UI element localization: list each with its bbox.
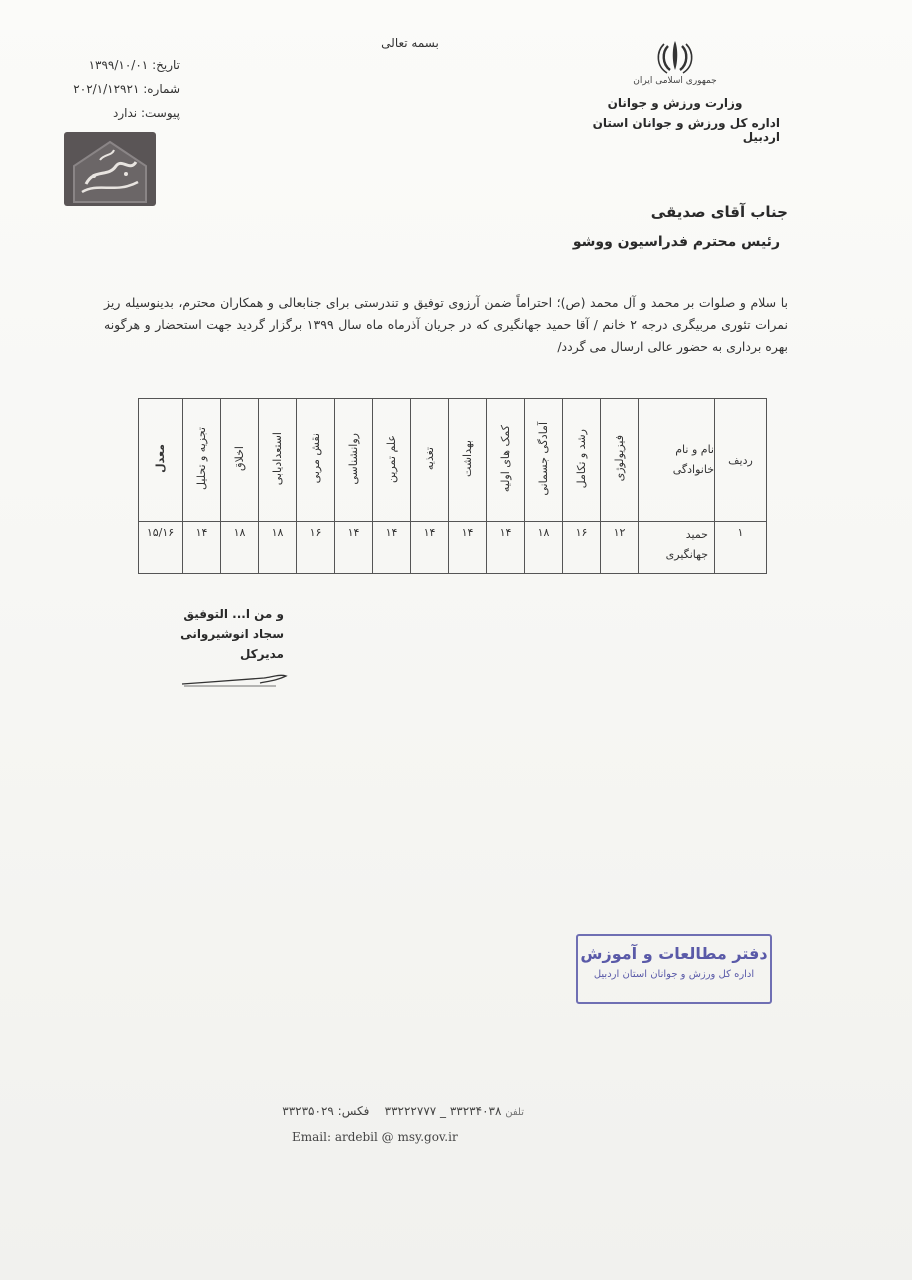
score-cell: ۱۴ — [411, 522, 449, 574]
name-header: نام و نام خانوادگی — [639, 399, 715, 522]
score-cell: ۱۴ — [335, 522, 373, 574]
subject-header: تغذیه — [411, 399, 449, 522]
closing-text: و من ا... التوفیق — [183, 607, 284, 621]
date-line — [40, 58, 180, 72]
attachment-line — [40, 106, 180, 120]
department-name: اداره کل ورزش و جوانان استان اردبیل — [592, 116, 780, 144]
score-cell: ۱۲ — [601, 522, 639, 574]
radif-header: ردیف — [715, 399, 767, 522]
table-header-row — [139, 399, 767, 522]
average-header: معدل — [139, 399, 183, 522]
subject-header: رشد و تکامل — [563, 399, 601, 522]
letter-body: با سلام و صلوات بر محمد و آل محمد (ص)؛ احتراماً ضمن آرزوی توفیق و تندرستی برای جنابعالی و همکاران محترم، بدینوسیله ریز نمرات تئوری مربیگری درجه ۲ خانم / آقا حمید جهانگیری که در جریان آذرماه ماه سال ۱۳۹۹ برگزار گردید جهت استحضار و هرگونه بهره برداری به حضور عالی ارسال می گردد/ — [104, 295, 788, 354]
subject-header: بهداشت — [449, 399, 487, 522]
number-line — [40, 82, 180, 96]
score-cell: ۱۸ — [221, 522, 259, 574]
number-value: ۲۰۲/۱/۱۲۹۲۱ — [73, 82, 140, 96]
subject-header: کمک های اولیه — [487, 399, 525, 522]
date-label: تاریخ: — [152, 58, 180, 72]
signature-block — [176, 604, 284, 664]
fax-label: فکس: — [337, 1104, 370, 1118]
stamp-subtitle: اداره کل ورزش و جوانان استان اردبیل — [593, 969, 755, 980]
score-cell: ۱۴ — [487, 522, 525, 574]
score-cell: ۱۸ — [525, 522, 563, 574]
ministry-name: وزارت ورزش و جوانان — [607, 96, 743, 110]
subject-header: آمادگی جسمانی — [525, 399, 563, 522]
iran-emblem-icon — [652, 38, 698, 76]
grades-table — [138, 398, 767, 574]
radif-cell: ۱ — [715, 522, 767, 574]
phone-value: ۳۳۲۳۴۰۳۸ _ ۳۳۲۲۲۷۷۷ — [384, 1104, 502, 1118]
subject-header: استعدادیابی — [259, 399, 297, 522]
fax-value: ۳۳۲۳۵۰۲۹ — [282, 1104, 334, 1118]
signer-name: سجاد انوشیروانی — [180, 627, 284, 641]
student-name-cell: حمید جهانگیری — [639, 522, 715, 574]
subject-header: فیزیولوژی — [601, 399, 639, 522]
subject-header: روانشناسی — [335, 399, 373, 522]
signer-title: مدیرکل — [239, 647, 284, 661]
average-cell: ۱۵/۱۶ — [139, 522, 183, 574]
handwritten-signature — [180, 672, 290, 688]
recipient-name: جناب آقای صدیقی — [650, 203, 788, 221]
office-stamp — [576, 934, 772, 1004]
email-line: Email: ardebil @ msy.gov.ir — [292, 1130, 458, 1144]
contact-line — [228, 1104, 524, 1118]
attachment-label: پیوست: — [140, 106, 180, 120]
score-cell: ۱۴ — [449, 522, 487, 574]
recipient-title: رئیس محترم فدراسیون ووشو — [572, 234, 780, 250]
score-cell: ۱۴ — [183, 522, 221, 574]
attachment-value: ندارد — [113, 106, 138, 120]
score-cell: ۱۶ — [297, 522, 335, 574]
score-cell: ۱۸ — [259, 522, 297, 574]
stamp-title: دفتر مطالعات و آموزش — [580, 944, 768, 963]
phone-label: تلفن — [505, 1107, 524, 1118]
bismillah: بسمه تعالی — [381, 36, 439, 50]
date-value: ۱۳۹۹/۱۰/۰۱ — [88, 58, 149, 72]
subject-header: اخلاق — [221, 399, 259, 522]
subject-header: تجزیه و تحلیل — [183, 399, 221, 522]
subject-header: علم تمرین — [373, 399, 411, 522]
number-label: شماره: — [143, 82, 180, 96]
gov-name: جمهوری اسلامی ایران — [633, 76, 717, 86]
score-cell: ۱۶ — [563, 522, 601, 574]
score-cell: ۱۴ — [373, 522, 411, 574]
subject-header: نقش مربی — [297, 399, 335, 522]
table-row — [139, 522, 767, 574]
calligraphy-logo — [64, 132, 156, 206]
